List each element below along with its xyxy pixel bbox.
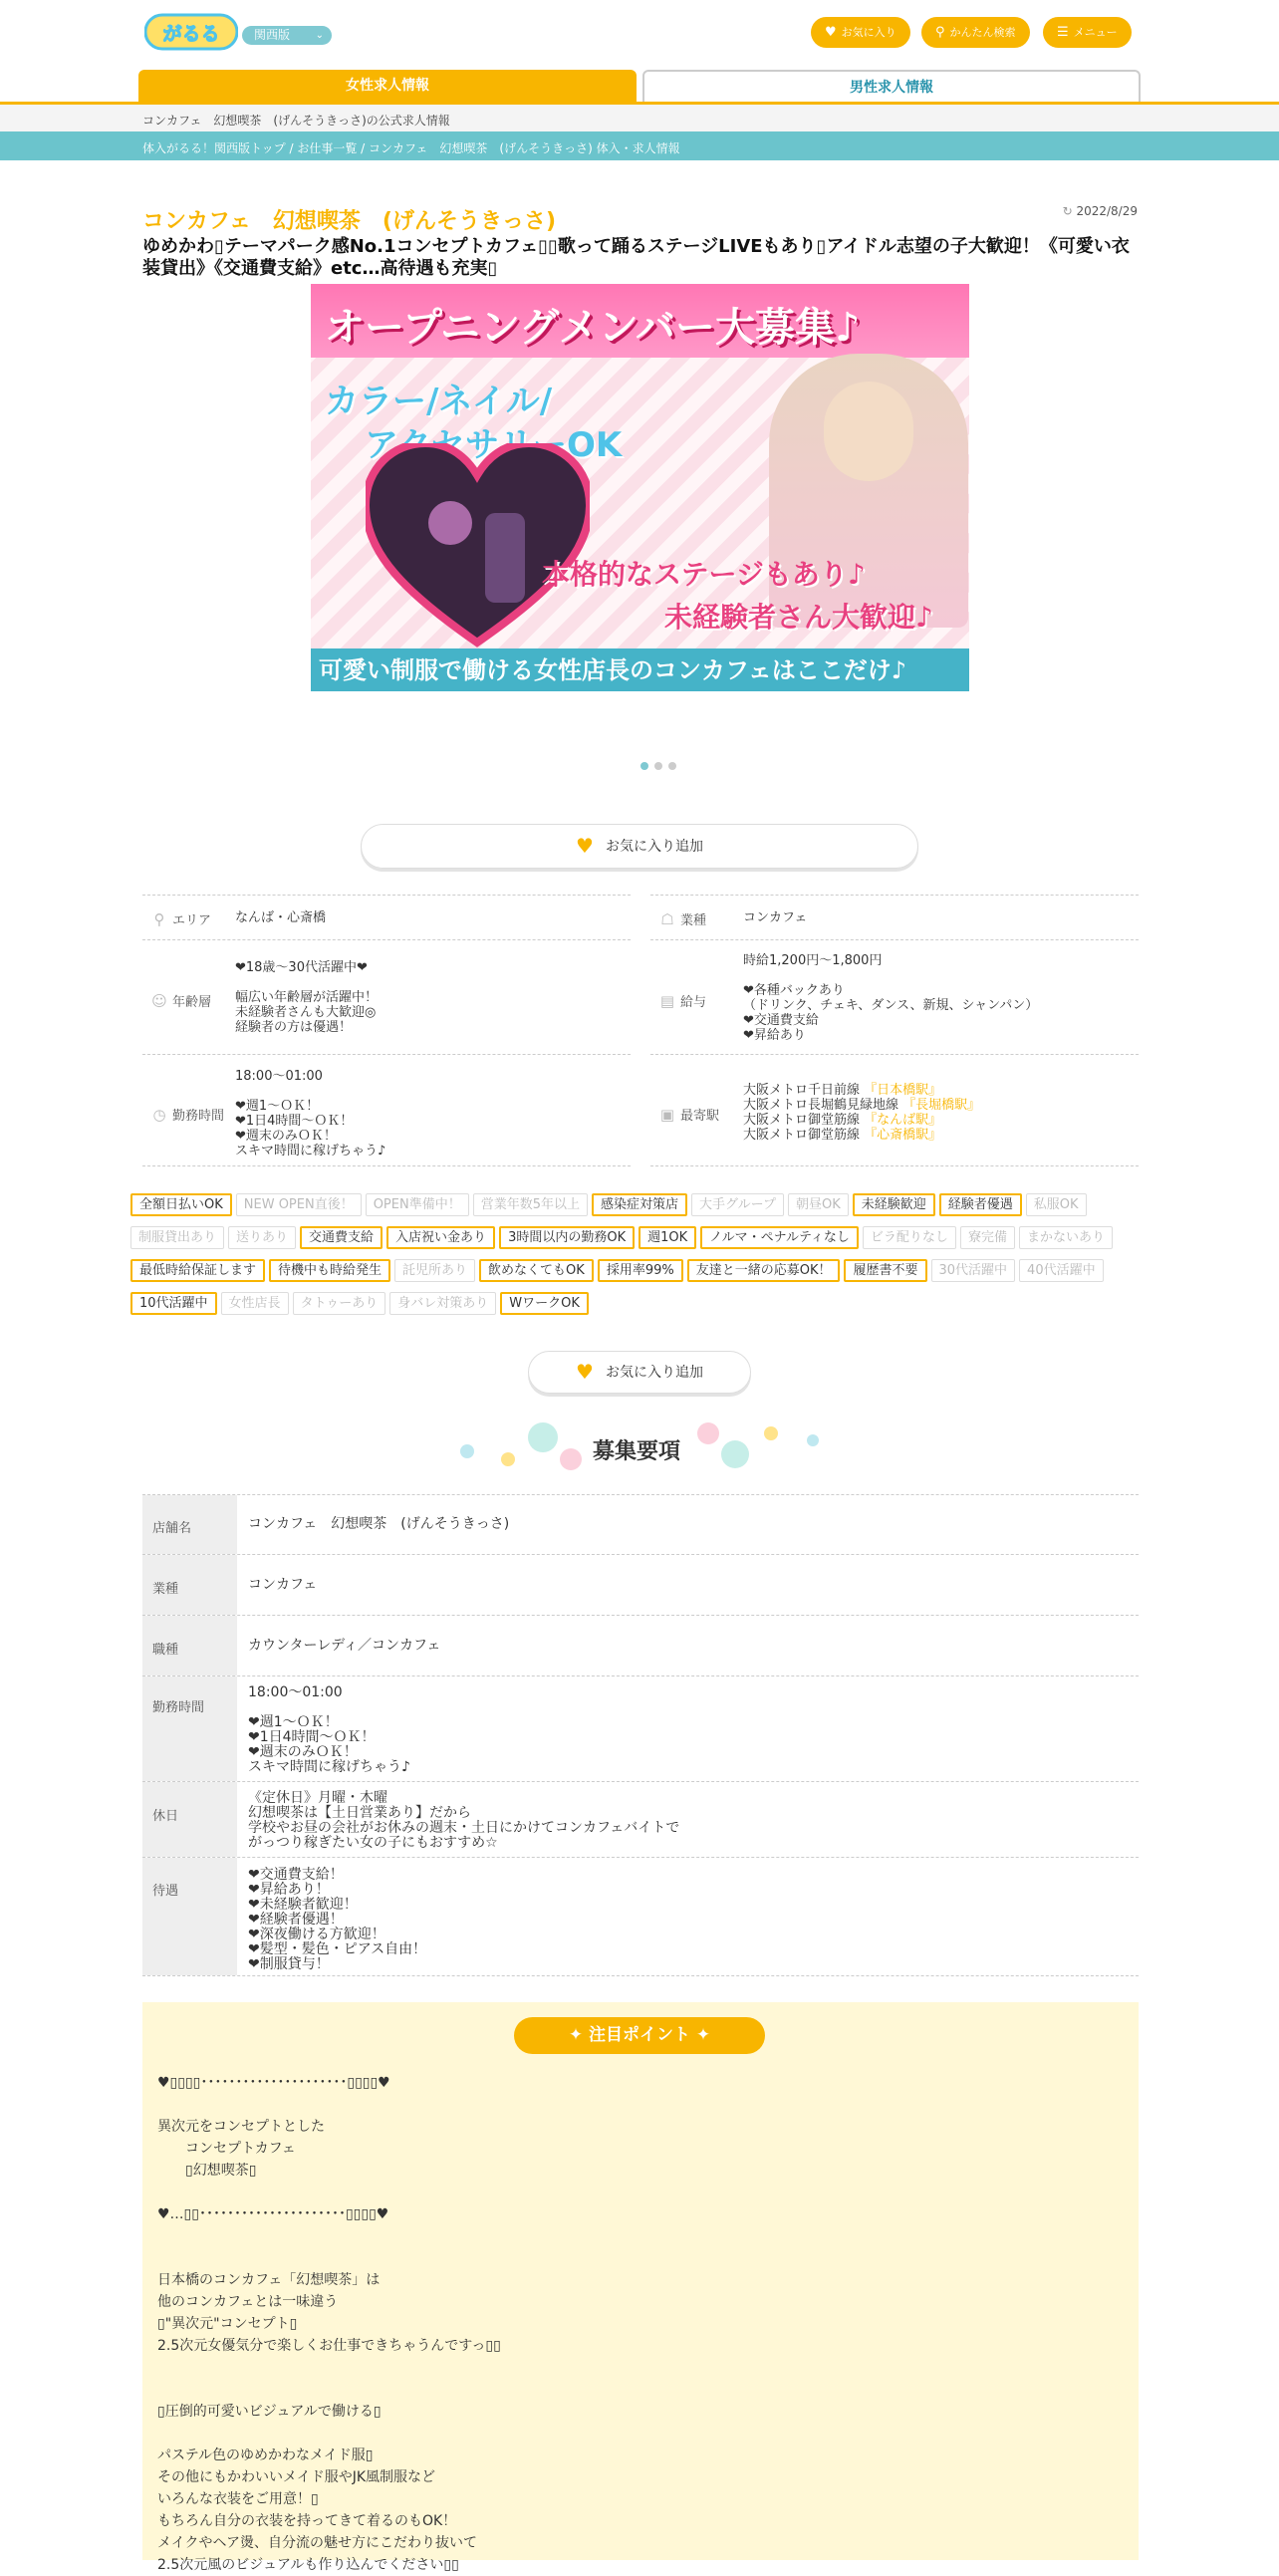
feature-tag: 寮完備 <box>960 1226 1015 1249</box>
feature-tag: ノルマ・ペナルティなし <box>700 1226 859 1249</box>
decor-dot <box>807 1434 819 1446</box>
info-pay: ▤ 給与 時給1,200円～1,800円 ❤各種バックあり （ドリンク、チェキ、ダンス、新規、シャンパン） ❤交通費支給 ❤昇給あり <box>650 939 1139 1054</box>
search-icon: ⚲ <box>935 25 945 40</box>
feature-tag: 全額日払いOK <box>130 1193 232 1216</box>
feature-tag: OPEN準備中！ <box>366 1193 469 1216</box>
garuru-logo[interactable] <box>144 12 238 52</box>
info-hours-value: 18:00～01:00 ❤週1〜ＯＫ！ ❤1日4時間〜ＯＫ！ ❤週末のみＯＫ！ スキマ時間に稼げちゃう♪ <box>235 1069 386 1159</box>
feature-tag: 履歴書不要 <box>844 1259 926 1282</box>
banner-footer-text: 可愛い制服で働ける女性店長のコンカフェはここだけ♪ <box>319 656 907 684</box>
info-business-value[interactable]: コンカフェ <box>743 910 808 925</box>
gender-tabs <box>138 70 1141 103</box>
favorites-button[interactable]: ♥ お気に入り <box>811 17 910 48</box>
decor-dot <box>460 1444 474 1458</box>
menu-button[interactable]: ☰ メニュー <box>1043 17 1132 48</box>
decor-dot <box>560 1448 582 1470</box>
catch-copy: ゆめかわ▯テーマパーク感No.1コンセプトカフェ▯▯歌って踊るステージLIVEもあり▯アイドル志望の子大歓迎！《可愛い衣装貸出》《交通費支給》etc…高待遇も充実▯ <box>142 236 1130 279</box>
decor-dot <box>501 1452 515 1466</box>
subheader <box>0 105 1279 131</box>
banner-line3: 本格的なステージもあり♪ <box>542 558 866 591</box>
clock-icon: ◷ <box>152 1106 166 1124</box>
train-icon: ▣ <box>659 1106 675 1124</box>
wallet-icon: ▤ <box>659 992 675 1010</box>
carousel-dot-3[interactable] <box>668 762 676 770</box>
feature-tag: 託児所あり <box>394 1259 475 1282</box>
updated-date: ↻ 2022/8/29 <box>1062 204 1138 218</box>
feature-tag: 身バレ対策あり <box>389 1292 496 1315</box>
decor-dot <box>721 1440 749 1468</box>
row-shop: 店舗名 コンカフェ 幻想喫茶 (げんそうきっさ) <box>142 1494 1139 1554</box>
person-icon: ☺ <box>151 992 167 1010</box>
quick-search-button[interactable]: ⚲ かんたん検索 <box>921 17 1030 48</box>
feature-tag: 友達と一緒の応募OK！ <box>687 1259 841 1282</box>
feature-tag: 未経験歓迎 <box>853 1193 935 1216</box>
tag-icon: ☖ <box>660 910 674 928</box>
sparkle-icon: ✦ <box>690 2025 711 2045</box>
feature-tag: まかないあり <box>1019 1226 1113 1249</box>
feature-tag: 最低時給保証します <box>130 1259 265 1282</box>
feature-tag: 感染症対策店 <box>592 1193 687 1216</box>
info-station: ▣ 最寄駅 大阪メトロ千日前線 『日本橋駅』 大阪メトロ長堀鶴見緑地線 『長堀橋駅』 大阪メトロ御堂筋線 『なんば駅』 大阪メトロ御堂筋線 『心斎橋駅』 <box>650 1054 1139 1166</box>
menu-icon: ☰ <box>1057 25 1069 40</box>
section-heading <box>0 1422 1279 1478</box>
feature-tag: NEW OPEN直後！ <box>236 1193 362 1216</box>
info-business: ☖ 業種 コンカフェ <box>650 895 1139 939</box>
info-age-value: ❤18歳〜30代活躍中❤ 幅広い年齢層が活躍中！ 未経験者さんも大歓迎◎ 経験者の方は優遇！ <box>235 960 379 1035</box>
decor-dot <box>764 1426 778 1440</box>
feature-tag: 送りあり <box>228 1226 296 1249</box>
chevron-down-icon: ⌄ <box>315 30 324 41</box>
add-favorite-button-2[interactable]: ♥ お気に入り追加 <box>528 1351 751 1394</box>
map-pin-icon: ⚲ <box>153 910 165 928</box>
divider <box>142 1165 631 1166</box>
sparkle-icon: ✦ <box>568 2025 589 2045</box>
feature-tag: 飲めなくてもOK <box>479 1259 594 1282</box>
feature-tag: 週1OK <box>639 1226 696 1249</box>
info-hours: ◷ 勤務時間 18:00～01:00 ❤週1〜ＯＫ！ ❤1日4時間〜ＯＫ！ ❤週末のみＯＫ！ スキマ時間に稼げちゃう♪ <box>142 1054 631 1166</box>
breadcrumb-links[interactable]: 体入がるる！関西版トップ / お仕事一覧 / コンカフェ 幻想喫茶 (げんそうきっさ) 体入・求人情報 <box>142 141 680 155</box>
feature-tag: 朝昼OK <box>788 1193 849 1216</box>
tab-female-jobs[interactable]: 女性求人情報 <box>138 70 637 103</box>
shop-name: コンカフェ 幻想喫茶 (げんそうきっさ) <box>142 209 557 234</box>
highlight-section <box>142 2002 1139 2573</box>
feature-tag: 10代活躍中 <box>130 1292 217 1315</box>
refresh-icon: ↻ <box>1062 204 1077 218</box>
row-holiday: 休日 《定休日》月曜・木曜 幻想喫茶は【土日営業あり】だから 学校やお昼の会社がお休みの週末・土日にかけてコンカフェバイトで がっつり稼ぎたい女の子にもおすすめ☆ <box>142 1781 1139 1857</box>
feature-tag: 営業年数5年以上 <box>473 1193 588 1216</box>
feature-tag: 40代活躍中 <box>1019 1259 1104 1282</box>
info-area-value[interactable]: なんば・心斎橋 <box>235 910 327 925</box>
header <box>0 0 1279 64</box>
info-area: ⚲ エリア なんば・心斎橋 <box>142 895 631 939</box>
decor-dot <box>528 1422 558 1452</box>
highlight-badge: ✦ 注目ポイント ✦ <box>514 2017 765 2054</box>
row-benefits: 待遇 ❤交通費支給！ ❤昇給あり！ ❤未経験者歓迎！ ❤経験者優遇！ ❤深夜働ける方歓迎！ ❤髪型・髪色・ピアス自由！ ❤制服貸与！ <box>142 1857 1139 1976</box>
feature-tag: タトゥーあり <box>293 1292 386 1315</box>
highlight-text: ♥▯▯▯▯･････････････････････▯▯▯▯♥ 異次元をコンセプトとした コンセプトカフェ ▯幻想喫茶▯ ♥…▯▯･････････････････････▯▯▯▯♥ 日本橋のコンカフェ「幻想喫茶」は 他のコンカフェとは一味違う ▯"異次元"コンセプト▯ 2.5次元女優気分で楽しくお仕事できちゃうんですっ▯▯ ▯圧倒的可愛いビジュアルで働ける▯ パステル色のゆめかわなメイド服▯ その他にもかわいいメイド服やJK風制服など いろんな衣装をご用意！▯ もちろん自分の衣装を持ってきて着るのもOK！ メイクやヘア燙、自分流の魅せ方にこだわり抜いて 2.5次元風のビジュアルも作り込んでください▯▯ <box>157 2075 501 2573</box>
carousel-dot-2[interactable] <box>654 762 662 770</box>
banner-title: オープニングメンバー大募集♪ <box>325 305 861 351</box>
carousel-dots[interactable] <box>640 755 682 774</box>
banner-sub: カラー/ネイル/ アクセサリーOK <box>325 382 623 465</box>
feature-tag: 待機中も時給発生 <box>269 1259 390 1282</box>
feature-tag: 私服OK <box>1026 1193 1087 1216</box>
breadcrumb <box>0 131 1279 160</box>
heart-icon: ♥ <box>825 25 837 40</box>
row-hours: 勤務時間 18:00～01:00 ❤週1〜ＯＫ！ ❤1日4時間〜ＯＫ！ ❤週末のみＯＫ！ スキマ時間に稼げちゃう♪ <box>142 1675 1139 1781</box>
feature-tag: 大手グループ <box>691 1193 784 1216</box>
feature-tags <box>130 1193 1149 1325</box>
svg-text:がるる: がるる <box>162 23 220 45</box>
region-label: 関西版 <box>254 28 291 42</box>
heart-icon: ♥ <box>576 834 594 858</box>
subheader-text: コンカフェ 幻想喫茶 (げんそうきっさ)の公式求人情報 <box>142 114 450 128</box>
row-job: 職種 カウンターレディ／コンカフェ <box>142 1615 1139 1675</box>
feature-tag: 制服貸出あり <box>130 1226 224 1249</box>
feature-tag: 入店祝い金あり <box>386 1226 495 1249</box>
carousel-dot-1[interactable] <box>640 762 648 770</box>
feature-tag: 30代活躍中 <box>931 1259 1016 1282</box>
heart-photo-frame <box>366 443 590 652</box>
feature-tag: ビラ配りなし <box>863 1226 956 1249</box>
row-business: 業種 コンカフェ <box>142 1554 1139 1615</box>
info-station-list: 大阪メトロ千日前線 『日本橋駅』 大阪メトロ長堀鶴見緑地線 『長堀橋駅』 大阪メトロ御堂筋線 『なんば駅』 大阪メトロ御堂筋線 『心斎橋駅』 <box>743 1083 981 1143</box>
heart-icon: ♥ <box>576 1360 594 1384</box>
main-banner-image[interactable] <box>311 284 969 691</box>
feature-tag: 女性店長 <box>221 1292 289 1315</box>
section-title: 募集要項 <box>593 1439 681 1464</box>
region-select[interactable] <box>242 26 332 45</box>
add-favorite-button[interactable]: ♥ お気に入り追加 <box>361 824 918 869</box>
feature-tag: WワークOK <box>500 1292 589 1315</box>
feature-tag: 交通費支給 <box>300 1226 383 1249</box>
feature-tag: 採用率99% <box>598 1259 683 1282</box>
banner-line4: 未経験者さん大歓迎♪ <box>664 601 933 634</box>
feature-tag: 3時間以内の勤務OK <box>499 1226 635 1249</box>
tab-male-jobs[interactable]: 男性求人情報 <box>642 70 1141 103</box>
feature-tag: 経験者優遇 <box>939 1193 1022 1216</box>
decor-dot <box>697 1422 719 1444</box>
info-pay-value: 時給1,200円～1,800円 ❤各種バックあり （ドリンク、チェキ、ダンス、新規、シャンパン） ❤交通費支給 ❤昇給あり <box>743 953 1039 1043</box>
info-age: ☺ 年齢層 ❤18歳〜30代活躍中❤ 幅広い年齢層が活躍中！ 未経験者さんも大歓迎◎ 経験者の方は優遇！ <box>142 939 631 1054</box>
